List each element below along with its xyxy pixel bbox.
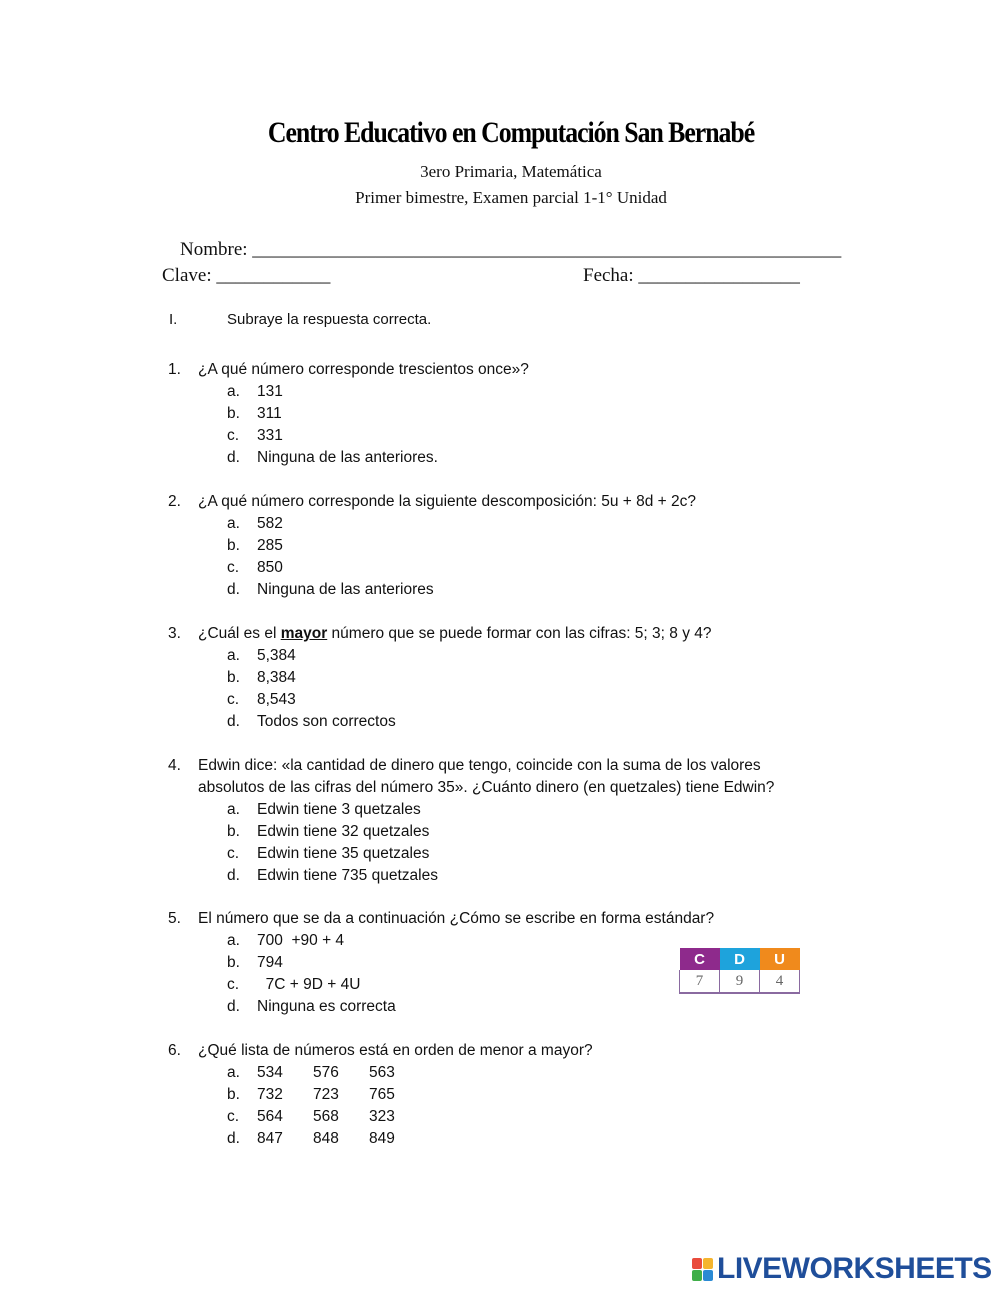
question-number: 3. — [168, 625, 181, 642]
option-letter: b. — [227, 405, 240, 422]
option-letter: d. — [227, 867, 240, 884]
emphasized-word: mayor — [280, 625, 328, 642]
option-text: 564 568 323 — [257, 1108, 395, 1125]
option-letter: c. — [227, 691, 240, 708]
question-text: ¿A qué número corresponde la siguiente descomposición: 5u + 8d + 2c? — [198, 493, 697, 510]
option-text: 582 — [257, 515, 283, 532]
option-letter: c. — [227, 1108, 240, 1125]
option-text: 534 576 563 — [257, 1064, 395, 1081]
option-text: 311 — [257, 405, 282, 422]
option-letter: d. — [227, 1130, 240, 1147]
question-text: Edwin dice: «la cantidad de dinero que tengo, coincide con la suma de los valores — [198, 757, 761, 774]
question-text — [198, 623, 712, 645]
question-text-start: ¿Cuál es el — [198, 625, 281, 642]
option-text: 850 — [257, 559, 283, 576]
hundreds-header: C — [680, 948, 720, 970]
option-text: 5,384 — [257, 647, 296, 664]
section-instruction: Subraye la respuesta correcta. — [227, 311, 432, 328]
section-numeral: I. — [169, 311, 178, 328]
units-header: U — [760, 948, 800, 970]
option-letter: a. — [227, 383, 240, 400]
option-text: 131 — [257, 383, 283, 400]
option-letter: a. — [227, 1064, 240, 1081]
question-text-line2: absolutos de las cifras del número 35». ¿Cuánto dinero (en quetzales) tiene Edwin? — [198, 779, 775, 796]
option-text: Edwin tiene 735 quetzales — [257, 867, 438, 884]
question-number: 1. — [168, 361, 181, 378]
option-letter: c. — [227, 845, 240, 862]
option-text: 8,384 — [257, 669, 296, 686]
option-letter: b. — [227, 1086, 240, 1103]
grade-subject: 3ero Primaria, Matemática — [420, 162, 602, 181]
option-letter: b. — [227, 954, 240, 971]
exam-description: Primer bimestre, Examen parcial 1-1° Unidad — [355, 188, 667, 207]
option-text: 331 — [257, 427, 283, 444]
tens-header: D — [720, 948, 760, 970]
question-text: ¿A qué número corresponde trescientos once»? — [198, 361, 529, 378]
question-number: 2. — [168, 493, 181, 510]
option-text: Todos son correctos — [257, 713, 396, 730]
option-text: 794 — [257, 954, 283, 971]
option-letter: b. — [227, 537, 240, 554]
clave-field[interactable]: Clave: ____________ — [162, 265, 331, 286]
logo-mark-icon — [692, 1258, 713, 1281]
question-text-end: número que se puede formar con las cifras: 5; 3; 8 y 4? — [327, 625, 712, 642]
option-text: 7C + 9D + 4U — [257, 976, 361, 993]
units-digit: 4 — [760, 970, 800, 993]
option-letter: c. — [227, 427, 240, 444]
option-letter: a. — [227, 801, 240, 818]
option-text: Edwin tiene 35 quetzales — [257, 845, 430, 862]
option-letter: a. — [227, 932, 240, 949]
option-letter: b. — [227, 669, 240, 686]
option-text: Ninguna de las anteriores — [257, 581, 434, 598]
hundreds-digit: 7 — [680, 970, 720, 993]
document-title: Centro Educativo en Computación San Bernabé — [267, 116, 755, 149]
option-text: Ninguna de las anteriores. — [257, 449, 438, 466]
option-text: Edwin tiene 3 quetzales — [257, 801, 421, 818]
option-letter: a. — [227, 515, 240, 532]
logo-text: LIVEWORKSHEETS — [717, 1252, 992, 1285]
question-number: 5. — [168, 910, 181, 927]
fecha-field[interactable]: Fecha: _________________ — [583, 265, 800, 286]
option-text: 847 848 849 — [257, 1130, 395, 1147]
option-text: 732 723 765 — [257, 1086, 395, 1103]
option-letter: c. — [227, 976, 240, 993]
option-text: 700 +90 + 4 — [257, 932, 345, 949]
option-letter: c. — [227, 559, 240, 576]
option-text: 285 — [257, 537, 283, 554]
nombre-field[interactable]: Nombre: ______________________________________________________________ — [180, 239, 842, 260]
option-text: Edwin tiene 32 quetzales — [257, 823, 430, 840]
option-letter: a. — [227, 647, 240, 664]
option-text: 8,543 — [257, 691, 296, 708]
option-letter: d. — [227, 713, 240, 730]
option-letter: d. — [227, 449, 240, 466]
tens-digit: 9 — [720, 970, 760, 993]
liveworksheets-logo[interactable] — [692, 1252, 992, 1286]
option-letter: d. — [227, 998, 240, 1015]
option-letter: b. — [227, 823, 240, 840]
place-value-table — [679, 948, 800, 994]
question-text: El número que se da a continuación ¿Cómo se escribe en forma estándar? — [198, 910, 715, 927]
option-letter: d. — [227, 581, 240, 598]
question-text: ¿Qué lista de números está en orden de menor a mayor? — [198, 1042, 593, 1059]
option-text: Ninguna es correcta — [257, 998, 396, 1015]
question-number: 4. — [168, 757, 181, 774]
question-number: 6. — [168, 1042, 181, 1059]
